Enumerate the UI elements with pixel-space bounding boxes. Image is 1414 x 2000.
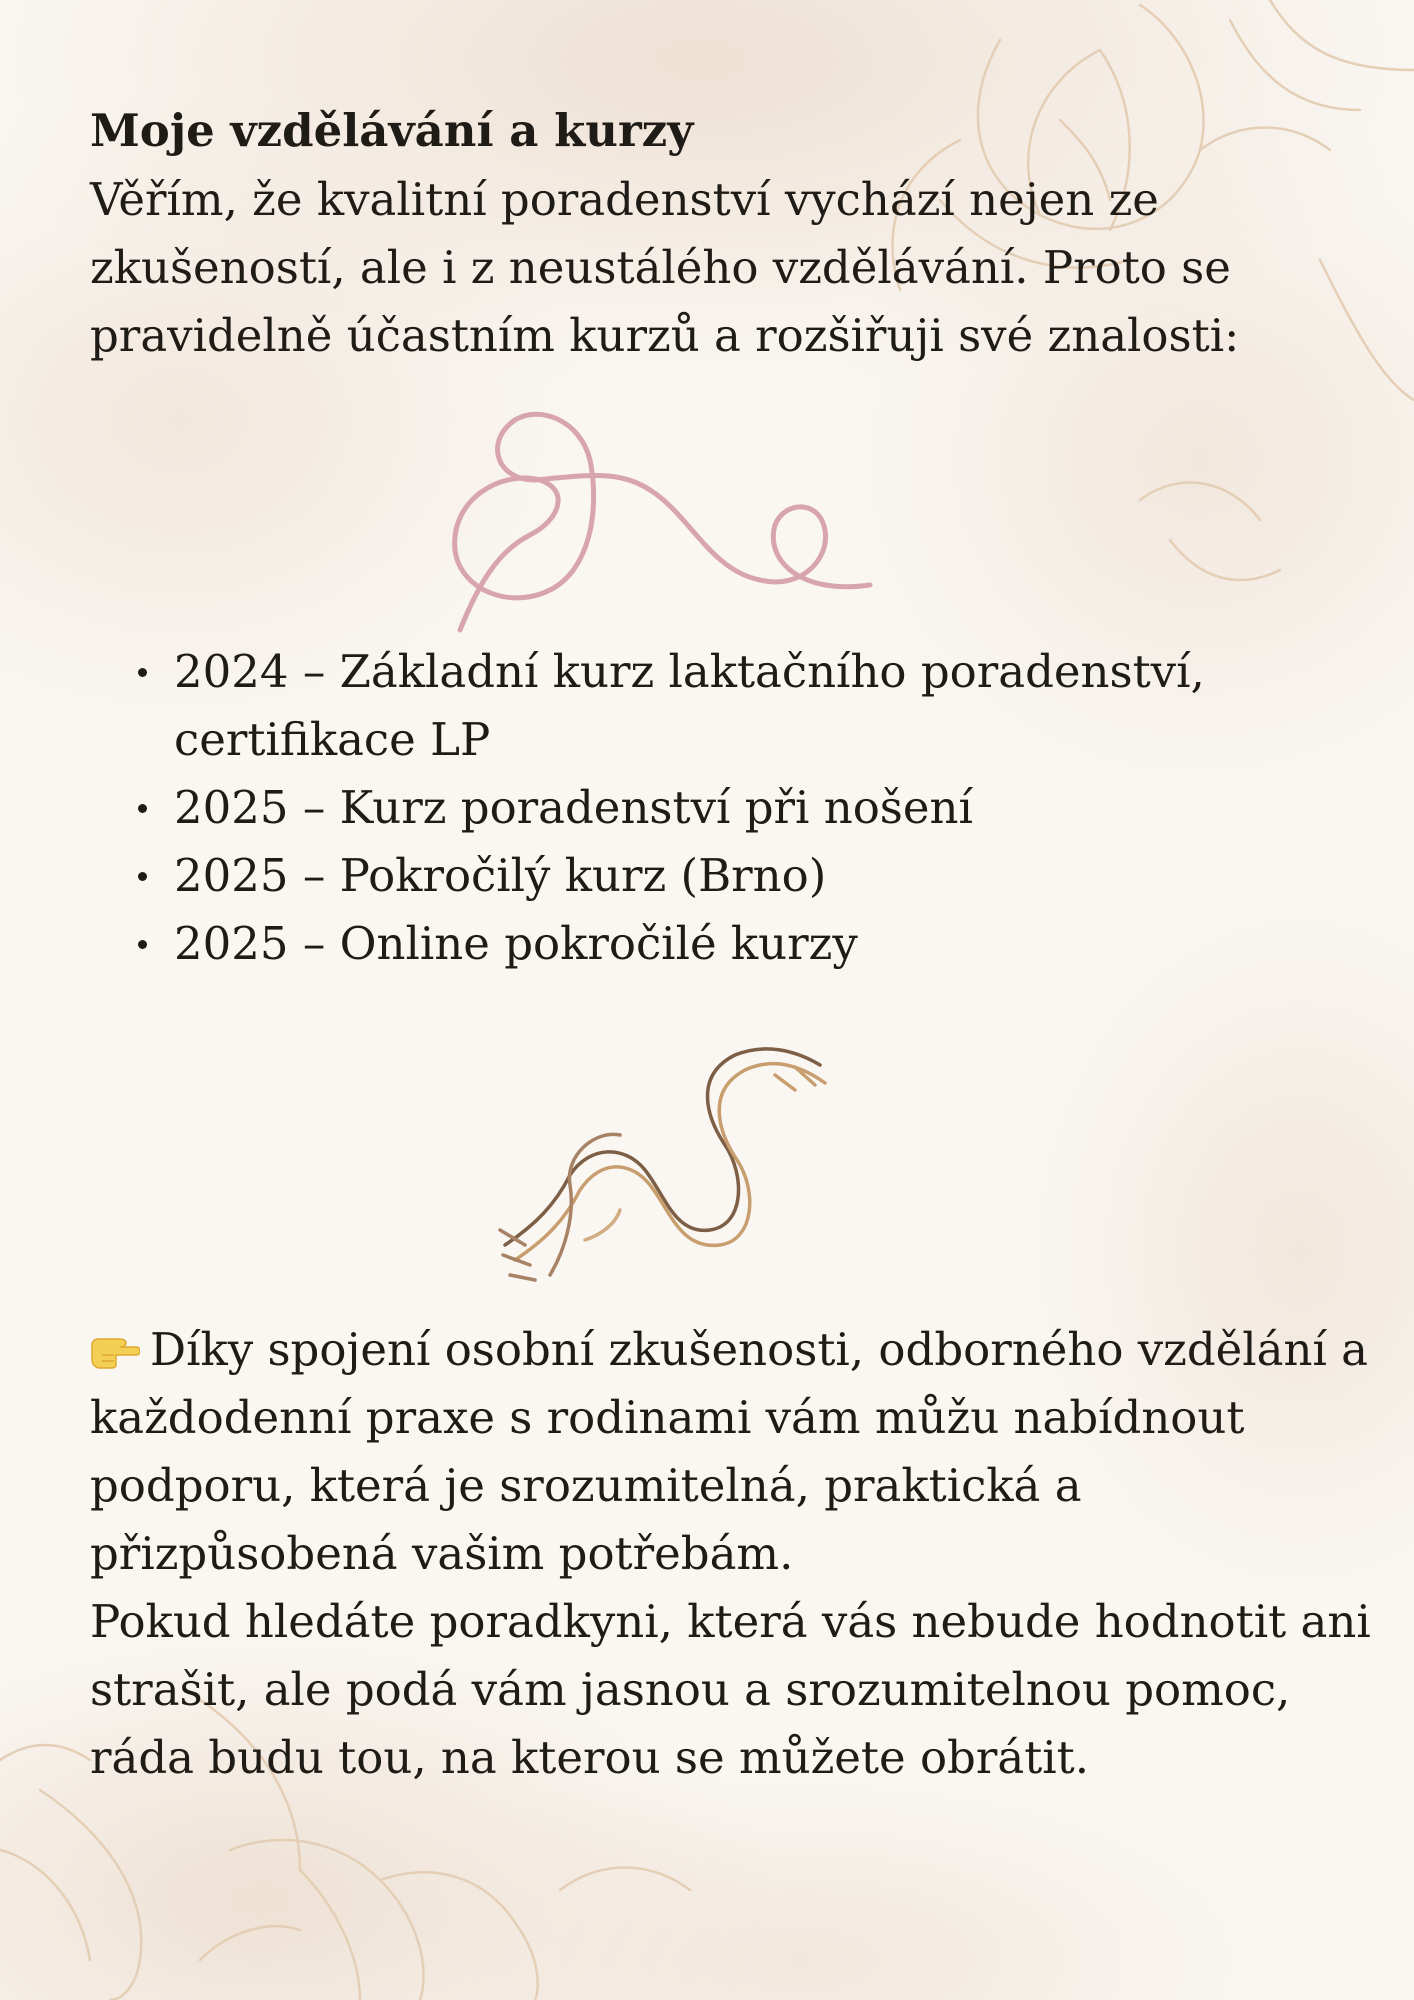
closing-line: Díky spojení osobní zkušenosti, odborného vzdělání a [90,1316,1360,1384]
course-line: 2025 – Kurz poradenství při nošení [174,781,973,834]
intro-line: Věřím, že kvalitní poradenství vychází nejen ze [90,173,1159,226]
intro-paragraph [90,166,1250,370]
course-item [90,638,1270,774]
pink-swirl-icon [440,400,880,640]
course-line: 2024 – Základní kurz laktačního poradenství, [174,645,1205,698]
pointing-hand-icon [90,1331,140,1369]
gold-ribbon-icon [495,1035,835,1295]
course-line: certifikace LP [174,713,491,766]
closing-paragraph [90,1316,1371,1792]
closing-line: podporu, která je srozumitelná, praktická a [90,1459,1082,1512]
intro-line: zkušeností, ale i z neustálého vzdělávání. Proto se [90,241,1231,294]
closing-line: každodenní praxe s rodinami vám můžu nabídnout [90,1391,1245,1444]
course-item [90,910,1270,978]
course-item [90,774,1270,842]
courses-list [90,638,1270,978]
course-line: 2025 – Pokročilý kurz (Brno) [174,849,827,902]
closing-line: ráda budu tou, na kterou se můžete obrátit. [90,1731,1090,1784]
closing-line: strašit, ale podá vám jasnou a srozumitelnou pomoc, [90,1663,1291,1716]
intro-line: pravidelně účastním kurzů a rozšiřuji své znalosti: [90,309,1240,362]
course-line: 2025 – Online pokročilé kurzy [174,917,858,970]
closing-line: přizpůsobená vašim potřebám. [90,1527,794,1580]
section-title: Moje vzdělávání a kurzy [90,104,694,157]
closing-line: Pokud hledáte poradkyni, která vás nebude hodnotit ani [90,1595,1371,1648]
course-item [90,842,1270,910]
